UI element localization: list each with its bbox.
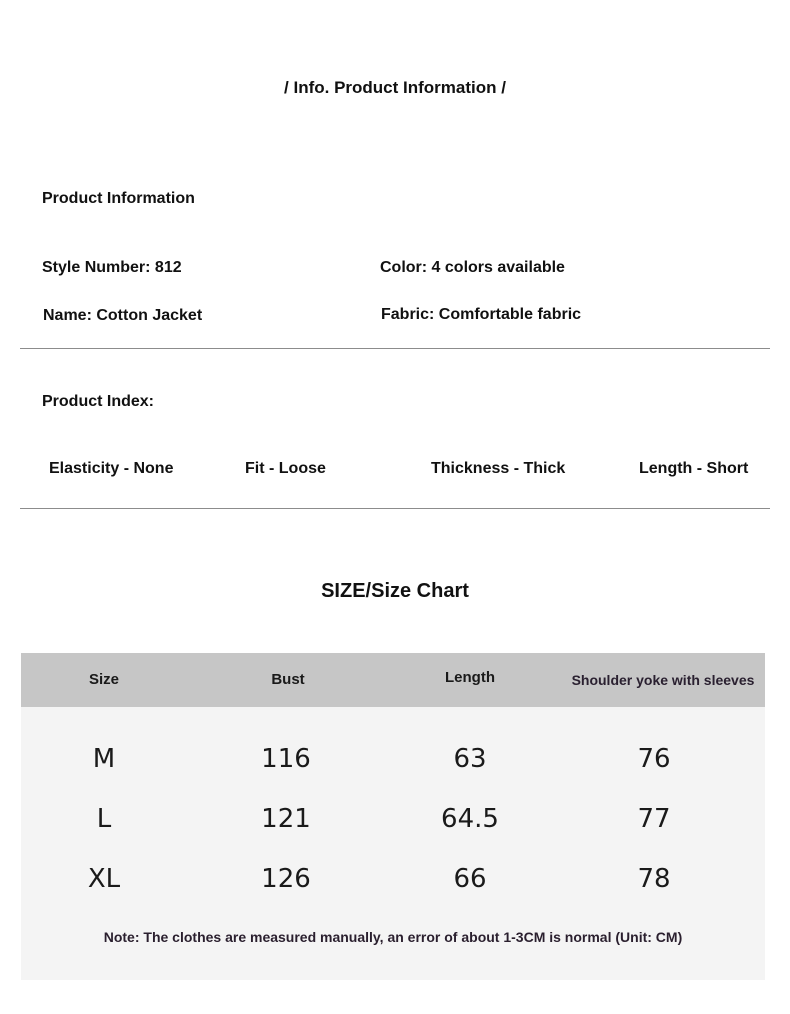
index-thickness: Thickness - Thick [431,460,566,477]
table-row [21,859,765,899]
table-row [21,739,765,779]
product-index-heading: Product Index: [42,393,155,410]
cell-shoulder: 76 [637,744,671,774]
divider [20,508,770,509]
measurement-note: Note: The clothes are measured manually, an error of about 1-3CM is normal (Unit: CM) [103,929,683,945]
column-header-length: Length [445,669,495,686]
page-title: / Info. Product Information / [284,78,506,97]
column-header-shoulder: Shoulder yoke with sleeves [571,672,755,688]
cell-length: 64.5 [441,804,499,834]
column-header-size: Size [88,671,119,688]
size-chart-table [21,653,765,980]
column-header-bust: Bust [271,671,305,688]
index-length: Length - Short [639,460,749,477]
cell-bust: 121 [261,804,311,834]
index-fit: Fit - Loose [245,460,326,477]
table-row [21,799,765,839]
cell-length: 66 [453,864,487,894]
cell-shoulder: 77 [637,804,671,834]
cell-bust: 116 [261,744,311,774]
style-number: Style Number: 812 [42,259,182,276]
index-elasticity: Elasticity - None [49,460,174,477]
cell-length: 63 [453,744,487,774]
product-information-heading: Product Information [42,190,195,207]
divider [20,348,770,349]
size-chart-title: SIZE/Size Chart [321,580,469,602]
product-name: Name: Cotton Jacket [43,307,203,324]
cell-size: M [92,744,116,774]
cell-shoulder: 78 [637,864,671,894]
cell-size: XL [87,864,121,894]
cell-size: L [96,804,112,834]
fabric-info: Fabric: Comfortable fabric [381,306,582,323]
cell-bust: 126 [261,864,311,894]
color-info: Color: 4 colors available [380,259,565,276]
table-header [21,653,765,707]
